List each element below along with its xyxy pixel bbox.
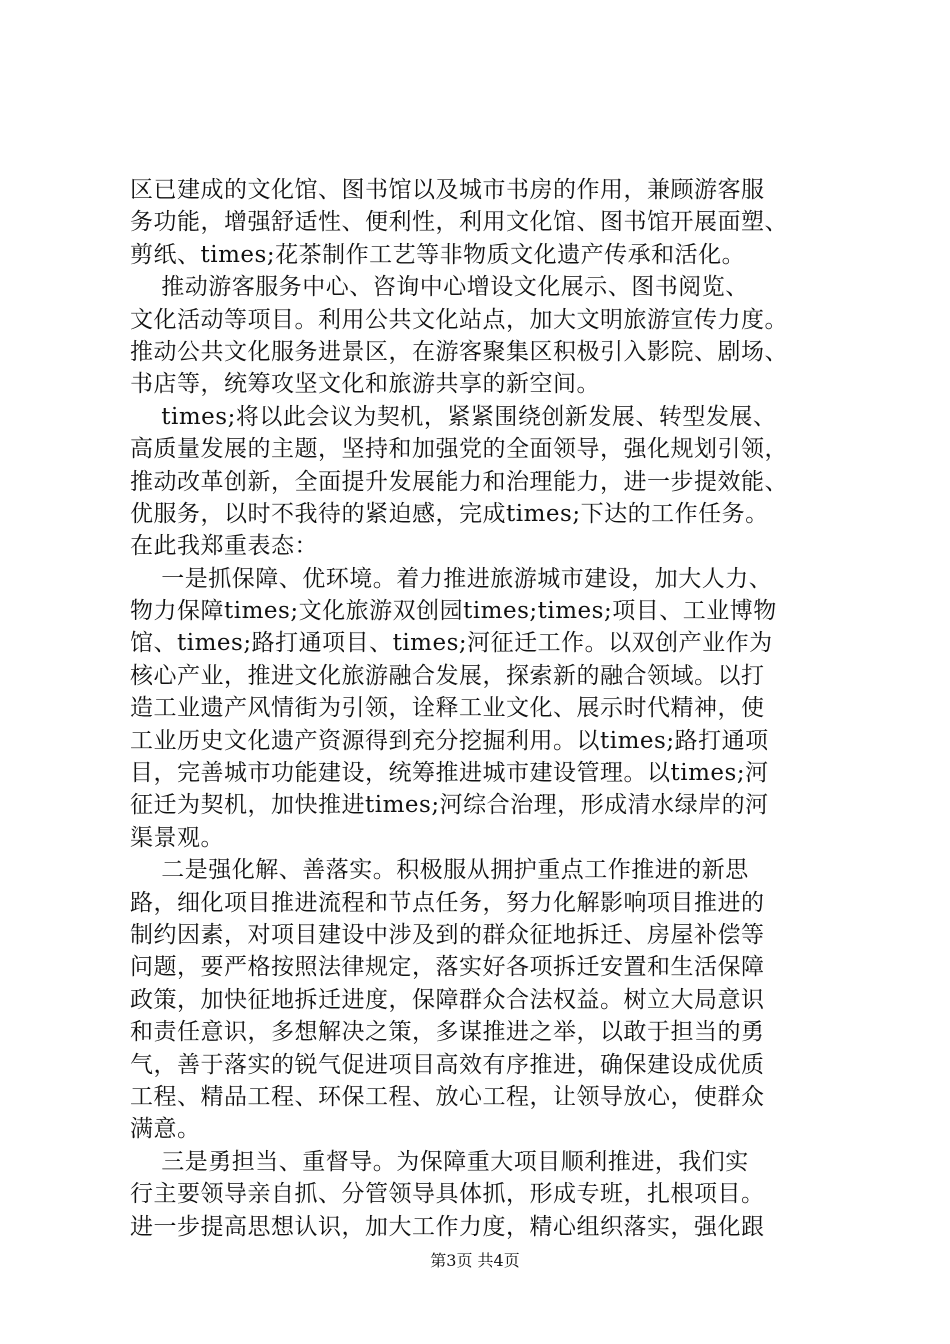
text-line: 推动公共文化服务进景区，在游客聚集区积极引入影院、剧场、 xyxy=(130,338,788,365)
text-line: 物力保障times;文化旅游双创园times;times;项目、工业博物 xyxy=(130,598,777,625)
text-line: 在此我郑重表态： xyxy=(130,533,318,560)
text-line: 一是抓保障、优环境。着力推进旅游城市建设，加大人力、 xyxy=(130,565,773,592)
text-line: 馆、times;路打通项目、times;河征迁工作。以双创产业作为 xyxy=(130,630,773,657)
page-footer: 第3页 共4页 xyxy=(430,1251,520,1270)
text-line: 满意。 xyxy=(130,1116,201,1143)
text-line: 剪纸、times;花茶制作工艺等非物质文化遗产传承和活化。 xyxy=(130,241,746,268)
text-line: 优服务，以时不我待的紧迫感，完成times;下达的工作任务。 xyxy=(130,500,769,527)
text-line: 三是勇担当、重督导。为保障重大项目顺利推进，我们实 xyxy=(130,1148,749,1175)
text-line: 务功能，增强舒适性、便利性，利用文化馆、图书馆开展面塑、 xyxy=(130,209,788,236)
text-line: 书店等，统筹攻坚文化和旅游共享的新空间。 xyxy=(130,371,600,398)
text-line: 文化活动等项目。利用公共文化站点，加大文明旅游宣传力度。 xyxy=(130,306,788,333)
document-body xyxy=(130,174,830,1243)
text-line: 二是强化解、善落实。积极服从拥护重点工作推进的新思 xyxy=(130,857,749,884)
text-line: 路，细化项目推进流程和节点任务，努力化解影响项目推进的 xyxy=(130,889,765,916)
text-line: 进一步提高思想认识，加大工作力度，精心组织落实，强化跟 xyxy=(130,1213,765,1240)
text-line: 问题，要严格按照法律规定，落实好各项拆迁安置和生活保障 xyxy=(130,954,765,981)
text-line: 征迁为契机，加快推进times;河综合治理，形成清水绿岸的河 xyxy=(130,792,769,819)
text-line: times;将以此会议为契机，紧紧围绕创新发展、转型发展、 xyxy=(130,403,777,430)
text-line: 高质量发展的主题，坚持和加强党的全面领导，强化规划引领， xyxy=(130,436,788,463)
text-line: 区已建成的文化馆、图书馆以及城市书房的作用，兼顾游客服 xyxy=(130,177,765,203)
text-line: 目，完善城市功能建设，统筹推进城市建设管理。以times;河 xyxy=(130,760,769,787)
text-line: 推动改革创新，全面提升发展能力和治理能力，进一步提效能、 xyxy=(130,468,788,495)
text-line: 造工业遗产风情街为引领，诠释工业文化、展示时代精神，使 xyxy=(130,695,765,722)
text-line: 行主要领导亲自抓、分管领导具体抓，形成专班，扎根项目。 xyxy=(130,1181,765,1208)
text-line: 制约因素，对项目建设中涉及到的群众征地拆迁、房屋补偿等 xyxy=(130,921,765,948)
text-line: 和责任意识，多想解决之策，多谋推进之举，以敢于担当的勇 xyxy=(130,1019,765,1046)
text-line: 政策，加快征地拆迁进度，保障群众合法权益。树立大局意识 xyxy=(130,986,765,1013)
text-line: 工程、精品工程、环保工程、放心工程，让领导放心，使群众 xyxy=(130,1083,765,1110)
text-line: 核心产业，推进文化旅游融合发展，探索新的融合领域。以打 xyxy=(130,662,765,689)
text-line: 工业历史文化遗产资源得到充分挖掘利用。以times;路打通项 xyxy=(130,727,769,754)
text-line: 渠景观。 xyxy=(130,824,224,851)
text-line: 推动游客服务中心、咨询中心增设文化展示、图书阅览、 xyxy=(130,274,749,301)
text-line: 气，善于落实的锐气促进项目高效有序推进，确保建设成优质 xyxy=(130,1051,765,1078)
